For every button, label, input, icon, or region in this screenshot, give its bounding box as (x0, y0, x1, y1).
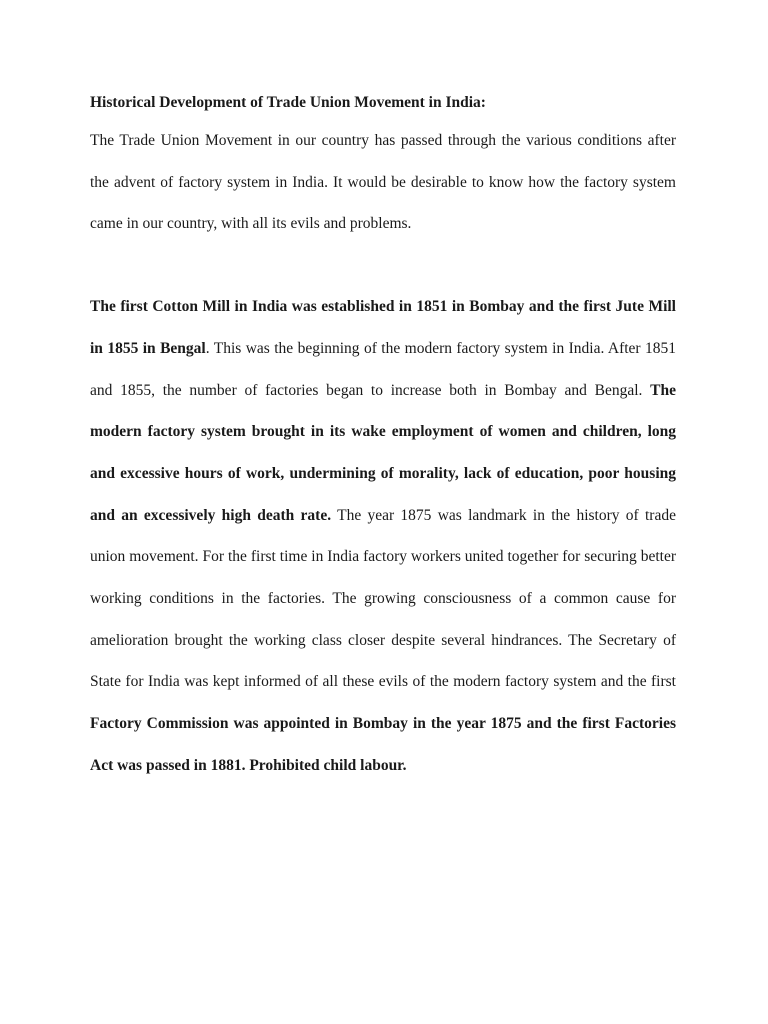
bold-sentence-factory-evils: The modern factory system brought in its wake employment of women and children, long and excessive hours of work, undermining of morality, lack of education, poor housing and an excessively high death rate. (90, 381, 676, 524)
bold-sentence-first-mills: The first Cotton Mill in India was established in 1851 in Bombay and the first Jute Mill in 1855 in Bengal (90, 298, 676, 357)
document-page (90, 90, 676, 787)
paragraph-history (90, 286, 676, 786)
text-beginning-factory-system: . This was the beginning of the modern factory system in India. After 1851 and 1855, the number of factories began to increase both in Bombay and Bengal. (90, 339, 677, 399)
text-landmark-1875: The year 1875 was landmark in the history of trade union movement. For the first time in India factory workers united together for securing better working conditions in the factories. The growing consciousness of a common cause for amelioration brought the working class closer despite several hindrances. The Secretary of State for India was kept informed of all these evils of the modern factory system and the first (90, 506, 676, 691)
paragraph-intro: The Trade Union Movement in our country has passed through the various conditions after the advent of factory system in India. It would be desirable to know how the factory system came in our country, with all its evils and problems. (90, 132, 676, 233)
document-heading: Historical Development of Trade Union Movement in India: (90, 94, 486, 111)
bold-sentence-factory-commission: Factory Commission was appointed in Bombay in the year 1875 and the first Factories Act was passed in 1881. Prohibited child labour. (90, 715, 676, 774)
